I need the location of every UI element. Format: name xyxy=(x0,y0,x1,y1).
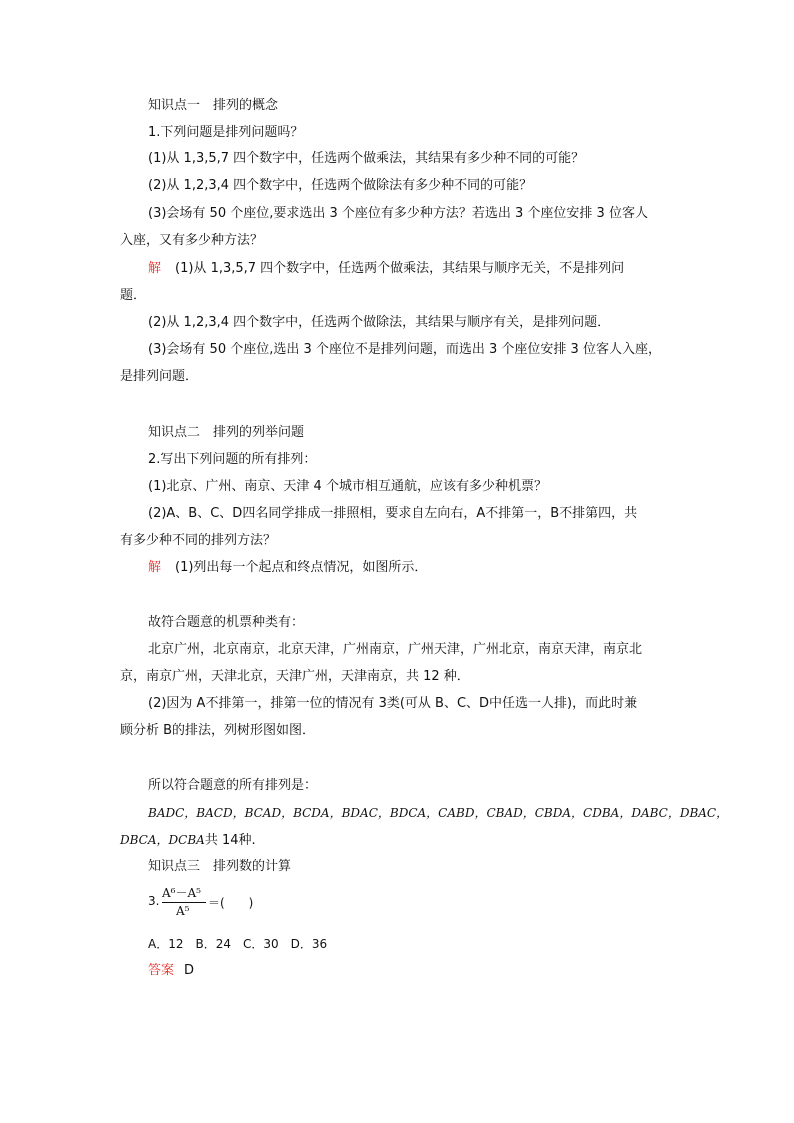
question-3-number: 3. xyxy=(148,894,160,908)
question-3-formula xyxy=(148,884,268,924)
question-2-title: 2.写出下列问题的所有排列： xyxy=(148,452,317,467)
answer-2-part2-line1: (2)因为 A不排第一，排第一位的情况有 3类(可从 B、C、D中任选一人排)，而此时兼 xyxy=(148,696,638,711)
question-3-blank: ＝( ) xyxy=(208,896,254,910)
section2-heading: 知识点二 排列的列举问题 xyxy=(148,425,305,440)
question-2-part1: (1)北京、广州、南京、天津 4 个城市相互通航，应该有多少种机票？ xyxy=(148,479,547,494)
ticket-list-line2: 京，南京广州，天津北京，天津广州，天津南京，共 12 种． xyxy=(120,669,470,684)
answer-label: 答案 xyxy=(148,963,175,978)
answer-2-part2-line2: 顾分析 B的排法，列树形图如图． xyxy=(120,723,316,738)
permutation-summary: 所以符合题意的所有排列是： xyxy=(148,778,318,793)
question-2-part2-line1: (2)A、B、C、D四名同学排成一排照相，要求自左向右，A不排第一，B不排第四，共 xyxy=(148,506,638,521)
answer-1-part2: (2)从 1,2,3,4 四个数字中，任选两个做除法，其结果与顺序有关，是排列问题． xyxy=(148,315,611,330)
solution-label: 解 xyxy=(148,560,162,575)
answer-2-part1: (1)列出每一个起点和终点情况，如图所示． xyxy=(175,560,428,575)
solution-2-line1 xyxy=(148,559,427,577)
permutation-count: 共 14种. xyxy=(204,833,256,848)
fraction-bar xyxy=(162,902,206,903)
ticket-summary: 故符合题意的机票种类有： xyxy=(148,615,305,630)
question-1-part3-line1: (3)会场有 50 个座位,要求选出 3 个座位有多少种方法？若选出 3 个座位安排 3 位客人 xyxy=(148,206,648,221)
answer-1-part1-line1: (1)从 1,3,5,7 四个数字中，任选两个做乘法，其结果与顺序无关，不是排列问 xyxy=(175,261,625,276)
answer-3-value: D xyxy=(184,963,195,978)
answer-1-part3-line2: 是排列问题． xyxy=(120,369,199,384)
question-1-part1: (1)从 1,3,5,7 四个数字中，任选两个做乘法，其结果有多少种不同的可能？ xyxy=(148,151,585,166)
question-3-options: A．12 B．24 C．30 D．36 xyxy=(148,937,328,951)
permutation-list-line2 xyxy=(120,831,256,850)
section3-heading: 知识点三 排列数的计算 xyxy=(148,859,292,874)
solution-1-line1 xyxy=(148,260,624,278)
fraction-denominator: A⁵ xyxy=(176,904,190,918)
ticket-list-line1: 北京广州，北京南京，北京天津，广州南京，广州天津，广州北京，南京天津，南京北 xyxy=(148,642,643,657)
question-2-part2-line2: 有多少种不同的排列方法？ xyxy=(120,533,277,548)
permutation-list-line1: BADC，BACD，BCAD，BCDA，BDAC，BDCA，CABD，CBAD，CBDA，CDBA，DABC，DBAC， xyxy=(148,806,729,820)
question-1-title: 1.下列问题是排列问题吗？ xyxy=(148,125,304,140)
solution-label: 解 xyxy=(148,261,162,276)
answer-3-line xyxy=(148,962,194,980)
fraction-numerator: A⁶－A⁵ xyxy=(162,886,201,900)
question-1-part3-line2: 入座，又有多少种方法？ xyxy=(120,233,264,248)
answer-1-part3-line1: (3)会场有 50 个座位,选出 3 个座位不是排列问题，而选出 3 个座位安排 3 位客人入座， xyxy=(148,342,661,357)
permutation-list-tail: DBCA，DCBA xyxy=(120,833,205,847)
question-1-part2: (2)从 1,2,3,4 四个数字中，任选两个做除法有多少种不同的可能？ xyxy=(148,178,533,193)
section1-heading: 知识点一 排列的概念 xyxy=(148,98,279,113)
answer-1-part1-line2: 题． xyxy=(120,288,147,303)
